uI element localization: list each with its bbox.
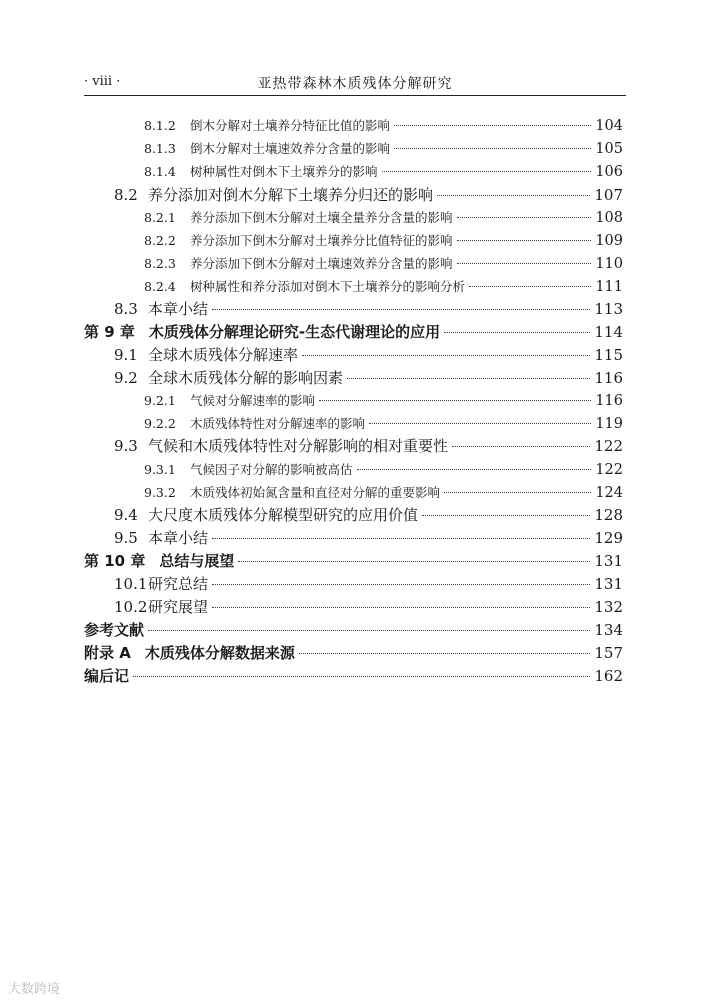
toc-entry bbox=[114, 184, 623, 205]
toc-chapter bbox=[84, 321, 623, 342]
toc-page: 122 bbox=[595, 462, 623, 478]
toc-number: 8.1.4 bbox=[144, 164, 176, 179]
toc-number: 9.2.2 bbox=[144, 416, 176, 431]
toc-title: 大尺度木质残体分解模型研究的应用价值 bbox=[148, 506, 419, 524]
toc-number: 第 10 章 bbox=[84, 552, 146, 570]
toc-chapter bbox=[84, 550, 623, 571]
leader-dots bbox=[148, 630, 590, 631]
toc-page: 134 bbox=[594, 621, 623, 639]
toc-title: 编后记 bbox=[84, 667, 130, 685]
toc-title: 木质残体分解数据来源 bbox=[144, 644, 295, 662]
toc-chapter bbox=[84, 619, 623, 640]
toc-page: 109 bbox=[595, 233, 623, 249]
toc-page: 111 bbox=[595, 279, 623, 295]
toc-number: 8.2.3 bbox=[144, 256, 176, 271]
toc-page: 106 bbox=[595, 164, 623, 180]
toc-page: 162 bbox=[594, 667, 623, 685]
toc-entry bbox=[114, 527, 623, 548]
leader-dots bbox=[444, 492, 591, 493]
toc-chapter bbox=[84, 665, 623, 686]
toc-title: 气候因子对分解的影响被高估 bbox=[190, 462, 353, 477]
leader-dots bbox=[382, 171, 592, 172]
toc-number: 第 9 章 bbox=[84, 323, 135, 341]
toc-number: 9.1 bbox=[114, 346, 138, 364]
leader-dots bbox=[369, 423, 591, 424]
toc-number: 10.1 bbox=[114, 575, 148, 593]
toc-page: 108 bbox=[595, 210, 623, 226]
leader-dots bbox=[437, 195, 590, 196]
toc-title: 本章小结 bbox=[148, 529, 209, 547]
toc-title: 养分添加对倒木分解下土壤养分归还的影响 bbox=[148, 186, 434, 204]
toc-page: 122 bbox=[594, 437, 623, 455]
toc-title: 木质残体分解理论研究-生态代谢理论的应用 bbox=[148, 323, 441, 341]
toc-title: 气候和木质残体特性对分解影响的相对重要性 bbox=[148, 437, 449, 455]
toc-entry bbox=[144, 414, 623, 432]
toc-entry bbox=[144, 391, 623, 409]
leader-dots bbox=[357, 469, 592, 470]
toc-page: 119 bbox=[595, 416, 623, 432]
toc-number: 附录 A bbox=[84, 644, 131, 662]
toc-entry bbox=[144, 162, 623, 180]
toc-entry bbox=[114, 367, 623, 388]
leader-dots bbox=[457, 240, 592, 241]
leader-dots bbox=[299, 653, 591, 654]
leader-dots bbox=[457, 217, 592, 218]
toc-title: 养分添加下倒木分解对土壤速效养分含量的影响 bbox=[190, 256, 453, 271]
toc-title: 倒木分解对土壤养分特征比值的影响 bbox=[190, 118, 391, 133]
toc-title: 养分添加下倒木分解对土壤全量养分含量的影响 bbox=[190, 210, 453, 225]
toc-number: 8.2.1 bbox=[144, 210, 176, 225]
toc-title: 树种属性和养分添加对倒木下土壤养分的影响分析 bbox=[190, 279, 466, 294]
toc-title: 研究总结 bbox=[148, 575, 209, 593]
toc-page: 110 bbox=[595, 256, 623, 272]
toc-page: 107 bbox=[594, 186, 623, 204]
toc-page: 128 bbox=[594, 506, 623, 524]
toc-number: 9.4 bbox=[114, 506, 138, 524]
toc-entry bbox=[144, 208, 623, 226]
toc-title: 木质残体特性对分解速率的影响 bbox=[190, 416, 366, 431]
toc-title: 本章小结 bbox=[148, 300, 209, 318]
toc-entry bbox=[114, 298, 623, 319]
toc-title: 树种属性对倒木下土壤养分的影响 bbox=[190, 164, 378, 179]
toc-entry bbox=[144, 483, 623, 501]
header-rule bbox=[84, 95, 626, 96]
toc-page: 129 bbox=[594, 529, 623, 547]
toc-title: 气候对分解速率的影响 bbox=[190, 393, 316, 408]
leader-dots bbox=[457, 263, 592, 264]
leader-dots bbox=[422, 515, 590, 516]
toc-number: 8.2 bbox=[114, 186, 138, 204]
toc-number: 9.3 bbox=[114, 437, 138, 455]
toc-entry bbox=[144, 231, 623, 249]
leader-dots bbox=[347, 378, 590, 379]
leader-dots bbox=[212, 538, 590, 539]
running-header bbox=[84, 68, 626, 94]
leader-dots bbox=[133, 676, 590, 677]
leader-dots bbox=[319, 400, 591, 401]
toc-page: 157 bbox=[594, 644, 623, 662]
toc-entry bbox=[114, 573, 623, 594]
toc-entry bbox=[144, 139, 623, 157]
leader-dots bbox=[238, 561, 590, 562]
toc-page: 115 bbox=[594, 346, 623, 364]
toc-number: 9.2 bbox=[114, 369, 138, 387]
toc-number: 8.3 bbox=[114, 300, 138, 318]
leader-dots bbox=[212, 309, 590, 310]
toc-page: 104 bbox=[595, 118, 623, 134]
toc-number: 10.2 bbox=[114, 598, 148, 616]
toc-title: 倒木分解对土壤速效养分含量的影响 bbox=[190, 141, 391, 156]
toc-chapter bbox=[84, 642, 623, 663]
page-number: · viii · bbox=[84, 74, 121, 89]
toc-title: 总结与展望 bbox=[159, 552, 235, 570]
toc-page: 116 bbox=[594, 369, 623, 387]
toc-number: 8.2.4 bbox=[144, 279, 176, 294]
toc-page: 113 bbox=[594, 300, 623, 318]
leader-dots bbox=[302, 355, 590, 356]
toc-entry bbox=[114, 435, 623, 456]
toc-number: 9.3.2 bbox=[144, 485, 176, 500]
leader-dots bbox=[212, 607, 590, 608]
toc-number: 9.2.1 bbox=[144, 393, 176, 408]
toc-page: 132 bbox=[594, 598, 623, 616]
toc-title: 研究展望 bbox=[148, 598, 209, 616]
leader-dots bbox=[444, 332, 590, 333]
toc-entry bbox=[114, 504, 623, 525]
toc-entry bbox=[144, 116, 623, 134]
toc-page: 105 bbox=[595, 141, 623, 157]
leader-dots bbox=[394, 125, 591, 126]
toc-title: 养分添加下倒木分解对土壤养分比值特征的影响 bbox=[190, 233, 453, 248]
toc-number: 8.2.2 bbox=[144, 233, 176, 248]
toc-page: 131 bbox=[594, 575, 623, 593]
toc-page: 131 bbox=[594, 552, 623, 570]
leader-dots bbox=[212, 584, 590, 585]
toc-entry bbox=[144, 460, 623, 478]
book-title: 亚热带森林木质残体分解研究 bbox=[257, 76, 453, 92]
leader-dots bbox=[452, 446, 590, 447]
toc-title: 全球木质残体分解速率 bbox=[148, 346, 299, 364]
leader-dots bbox=[469, 286, 591, 287]
toc-page: 116 bbox=[595, 393, 623, 409]
toc-page: 124 bbox=[595, 485, 623, 501]
toc-entry bbox=[144, 254, 623, 272]
toc-number: 9.3.1 bbox=[144, 462, 176, 477]
toc-number: 9.5 bbox=[114, 529, 138, 547]
toc-title: 木质残体初始氮含量和直径对分解的重要影响 bbox=[190, 485, 441, 500]
toc-entry bbox=[144, 277, 623, 295]
toc-number: 8.1.3 bbox=[144, 141, 176, 156]
toc-entry bbox=[114, 344, 623, 365]
toc-page: 114 bbox=[594, 323, 623, 341]
toc-title: 全球木质残体分解的影响因素 bbox=[148, 369, 344, 387]
watermark-text: 大数跨境 bbox=[8, 982, 61, 997]
toc-entry bbox=[114, 596, 623, 617]
toc-title: 参考文献 bbox=[84, 621, 145, 639]
toc-number: 8.1.2 bbox=[144, 118, 176, 133]
watermark bbox=[8, 978, 60, 997]
leader-dots bbox=[394, 148, 591, 149]
